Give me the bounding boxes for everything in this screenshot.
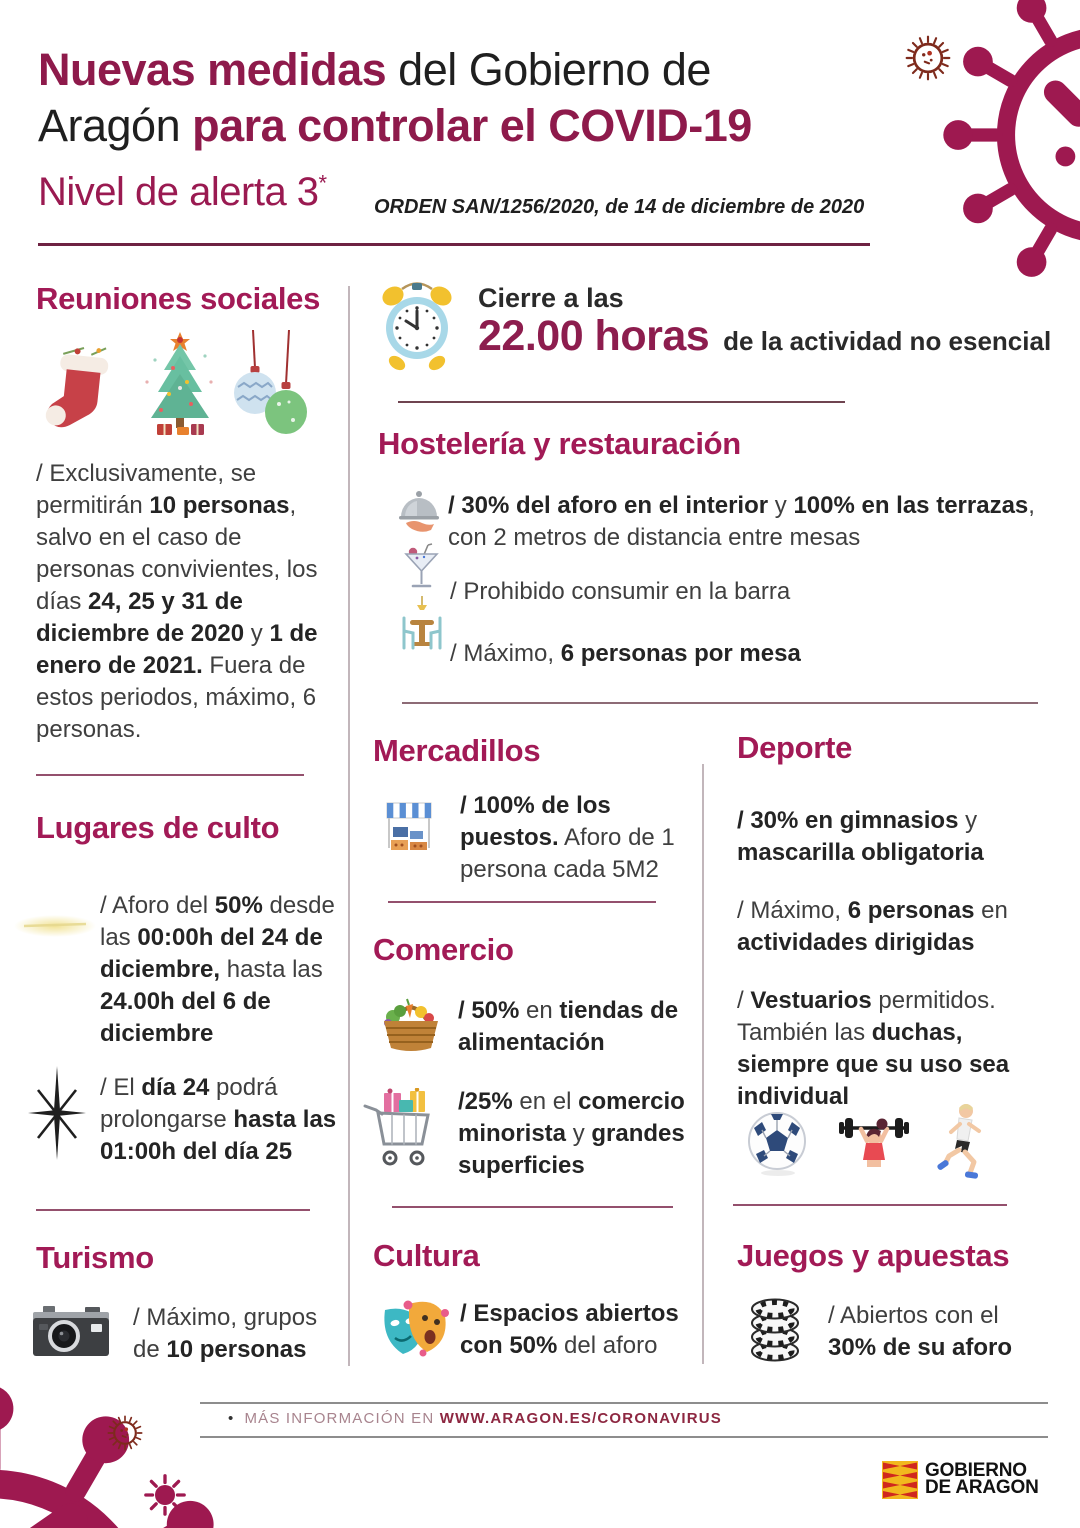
soccer-ball-icon [746,1110,810,1178]
column-divider-right [702,764,704,1364]
runner-icon [934,1100,986,1186]
cultura-item: / Espacios abiertos con 50% del aforo [460,1300,679,1359]
footer-info-prefix: MÁS INFORMACIÓN EN [244,1410,440,1427]
shopping-cart-icon [362,1088,440,1170]
hosteleria-item-aforo: / 30% del aforo en el interior y 100% en las terrazas, con 2 metros de distancia entre mesas [448,492,1035,551]
culto-item-dia24: / El día 24 podrá prolongarse hasta las 01:00h del día 25 [100,1074,337,1165]
section-heading-turismo: Turismo [36,1240,154,1275]
footer-divider-top [200,1402,1048,1404]
section-heading-deporte: Deporte [737,730,853,765]
juegos-item: / Abiertos con el 30% de su aforo [828,1302,1013,1361]
section-heading-reuniones: Reuniones sociales [36,281,321,316]
reuniones-body: / Exclusivamente, se permitirán 10 personas, salvo en el caso de personas convivientes, los días 24, 25 y 31 de diciembre de 2020 y 1 de enero de 2021. Fuera de estos periodos, máximo, 6 personas. [36,460,318,743]
hosteleria-item-mesa: / Máximo, 6 personas por mesa [450,640,801,667]
page-title-line2: Aragón para controlar el COVID-19 [38,100,752,151]
divider [392,1206,673,1208]
logo-line2: DE ARAGON [925,1477,1039,1498]
closure-line [478,312,1058,361]
divider [733,1204,1007,1206]
table-chairs-icon [396,596,448,654]
cocktail-icon [404,543,439,591]
page-title-line1: Nuevas medidas del Gobierno de [38,44,711,95]
divider [388,901,656,903]
page-title [38,42,898,154]
weightlifter-icon [838,1105,910,1183]
closure-suffix: de la actividad no esencial [723,326,1052,356]
stocking-icon [40,336,125,448]
deporte-item-vestuarios: / Vestuarios permitidos. También las duchas, siempre que su uso sea individual [737,987,1010,1110]
deporte-item-actividades: / Máximo, 6 personas en actividades dirigidas [737,897,1008,956]
christmas-tree-icon [133,330,228,448]
divider [402,702,1038,704]
section-heading-culto: Lugares de culto [36,810,280,845]
gobierno-aragon-logo [925,1462,1039,1496]
alert-footnote-mark: * [318,170,327,196]
baubles-icon [225,330,310,448]
footer-info-url[interactable]: WWW.ARAGON.ES/CORONAVIRUS [439,1410,722,1427]
grocery-basket-icon [379,992,443,1052]
closure-time: 22.00 horas [478,312,710,360]
alarm-clock-icon [372,276,462,374]
section-heading-juegos: Juegos y apuestas [737,1238,1010,1273]
culto-item-aforo: / Aforo del 50% desde las 00:00h del 24 de diciembre, hasta las 24.00h del 6 de diciembre [100,892,335,1047]
virus-small-bottom-icon [100,1408,150,1458]
serving-dish-icon [396,490,442,534]
footer-bullet: • [228,1410,235,1427]
turismo-item: / Máximo, grupos de 10 personas [133,1304,318,1363]
deporte-item-gimnasios: / 30% en gimnasios y mascarilla obligatoria [737,807,984,866]
logo-line1: GOBIERNO [925,1460,1027,1481]
order-reference: ORDEN SAN/1256/2020, de 14 de diciembre de 2020 [374,196,865,218]
alert-level: Nivel de alerta 3* [38,170,327,214]
aragon-emblem-icon [882,1461,918,1499]
section-heading-mercadillos: Mercadillos [373,733,541,768]
footer-info [228,1410,722,1427]
footer-divider-bottom [200,1436,1048,1438]
section-heading-cultura: Cultura [373,1238,480,1273]
closure-prefix: Cierre a las [478,283,624,313]
virus-large-icon [940,0,1080,300]
theater-masks-icon [377,1296,451,1362]
poker-chips-icon [746,1298,804,1362]
candle-glow-icon [12,905,98,947]
market-stall-icon [384,800,434,856]
comercio-item-minorista: /25% en el comercio minorista y grandes superficies [458,1088,685,1179]
divider [36,774,304,776]
hosteleria-item-barra: / Prohibido consumir en la barra [450,578,791,605]
virus-small-icon [896,26,960,90]
bethlehem-star-icon [28,1066,86,1160]
comercio-item-alimentacion: / 50% en tiendas de alimentación [458,997,679,1056]
column-divider-left [348,286,350,1366]
virus-blob-icon [140,1470,190,1520]
divider [36,1209,310,1211]
mercadillos-item: / 100% de los puestos. Aforo de 1 persona cada 5M2 [460,792,675,883]
divider [398,401,845,403]
section-heading-hosteleria: Hostelería y restauración [378,426,741,461]
section-heading-comercio: Comercio [373,932,514,967]
camera-icon [33,1306,109,1356]
header-divider [38,243,870,246]
